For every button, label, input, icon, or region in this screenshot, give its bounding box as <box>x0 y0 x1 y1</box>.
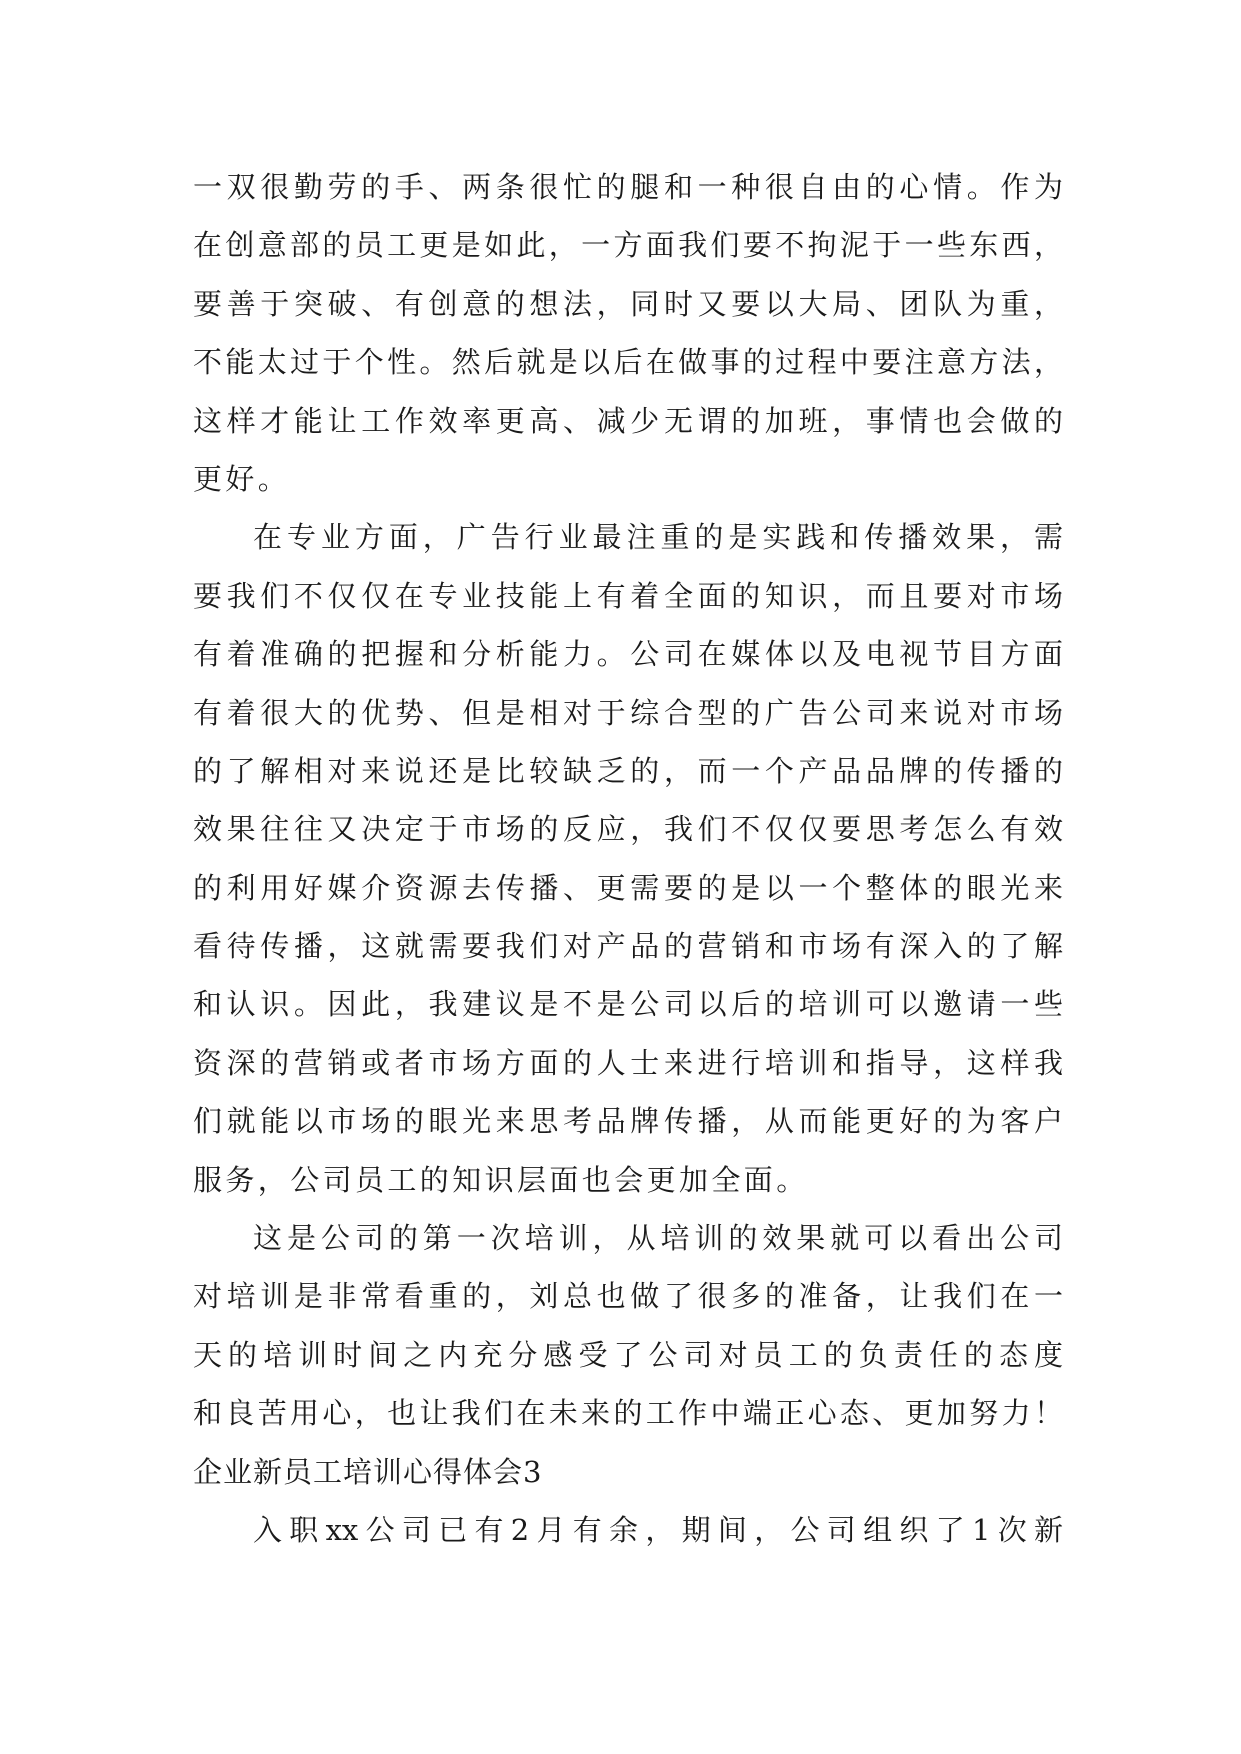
paragraph-first-line: 入职xx公司已有2月有余，期间，公司组织了1次新 <box>253 1512 1063 1547</box>
text-line: 一双很勤劳的手、两条很忙的腿和一种很自由的心情。作为 <box>193 170 1063 204</box>
text-line: 在创意部的员工更是如此，一方面我们要不拘泥于一些东西， <box>193 228 1063 263</box>
text-line: 不能太过于个性。然后就是以后在做事的过程中要注意方法， <box>193 345 1063 380</box>
text-line: 有着很大的优势、但是相对于综合型的广告公司来说对市场 <box>193 695 1063 730</box>
text-line: 服务，公司员工的知识层面也会更加全面。 <box>193 1162 809 1197</box>
text-line: 的了解相对来说还是比较缺乏的，而一个产品品牌的传播的 <box>193 753 1063 788</box>
text-line: 资深的营销或者市场方面的人士来进行培训和指导，这样我 <box>193 1045 1063 1080</box>
text-line: 要我们不仅仅在专业技能上有着全面的知识，而且要对市场 <box>193 578 1063 613</box>
text-line: 效果往往又决定于市场的反应，我们不仅仅要思考怎么有效 <box>193 812 1063 847</box>
document-body <box>193 158 1063 1559</box>
text-line: 和认识。因此，我建议是不是公司以后的培训可以邀请一些 <box>193 987 1063 1022</box>
text-line: 有着准确的把握和分析能力。公司在媒体以及电视节目方面 <box>193 637 1063 672</box>
text-line: 天的培训时间之内充分感受了公司对员工的负责任的态度 <box>193 1337 1063 1372</box>
paragraph-first-line: 这是公司的第一次培训，从培训的效果就可以看出公司 <box>253 1221 1063 1256</box>
text-line: 们就能以市场的眼光来思考品牌传播，从而能更好的为客户 <box>193 1104 1063 1139</box>
section-heading: 企业新员工培训心得体会3 <box>193 1454 543 1489</box>
text-line: 的利用好媒介资源去传播、更需要的是以一个整体的眼光来 <box>193 870 1063 905</box>
paragraph-first-line: 在专业方面，广告行业最注重的是实践和传播效果，需 <box>253 520 1063 555</box>
text-line: 更好。 <box>193 461 291 496</box>
text-line: 要善于突破、有创意的想法，同时又要以大局、团队为重， <box>193 286 1063 321</box>
text-line: 看待传播，这就需要我们对产品的营销和市场有深入的了解 <box>193 929 1063 964</box>
text-line: 这样才能让工作效率更高、减少无谓的加班，事情也会做的 <box>193 403 1063 438</box>
text-line: 对培训是非常看重的，刘总也做了很多的准备，让我们在一 <box>193 1279 1063 1314</box>
text-line: 和良苦用心，也让我们在未来的工作中端正心态、更加努力！ <box>193 1396 1063 1431</box>
